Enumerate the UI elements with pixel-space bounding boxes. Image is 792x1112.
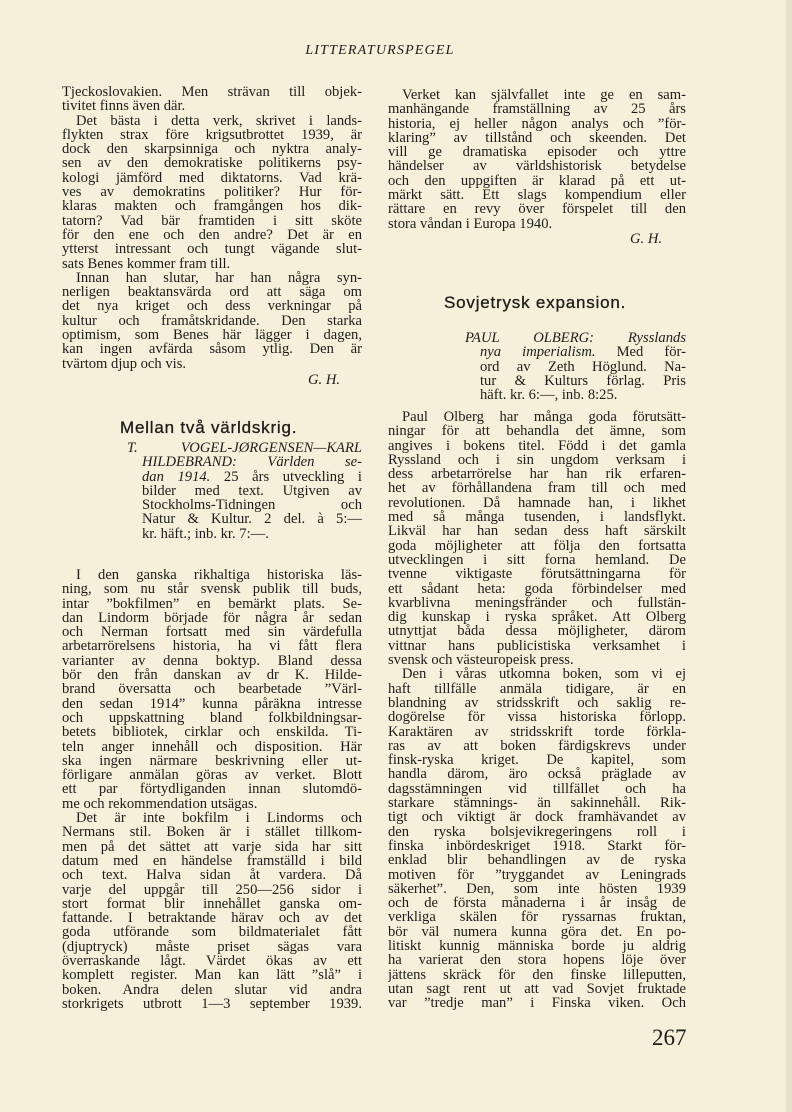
text-line: Karaktären av stridsskrift torde förkla-: [388, 724, 686, 739]
paragraph: [388, 88, 686, 231]
text-line: utan sagt rent ut att vad Sovjet fruktade: [388, 981, 686, 997]
text-line: angives i bokens titel. Född i det gamla: [388, 438, 686, 453]
citation-line: [127, 470, 362, 484]
citation-italic: T. VOGEL-JØRGENSEN—KARL: [127, 441, 362, 456]
text-line: I den ganska rikhaltiga historiska läs-: [76, 568, 362, 583]
text-line: litiskt kunnig människa borde ju aldrig: [388, 938, 686, 954]
page-number: 267: [652, 1025, 687, 1050]
text-line: intar ”bokfilmen” en bemärkt plats. Se-: [62, 596, 362, 611]
text-line: bör väl numera kunna göra det. En po-: [388, 924, 686, 939]
text-line: Verket kan självfallet inte ge en sam-: [402, 88, 686, 103]
citation-line: [465, 388, 686, 402]
text-line: det nya kriget och dess verkningar på: [62, 299, 362, 314]
text-line: varje del uppgår till 250—256 sidor i: [62, 882, 362, 897]
text-line: ett sådant heta: goda förbindelser med: [388, 581, 686, 596]
signature: G. H.: [630, 231, 663, 247]
citation-italic: PAUL OLBERG: Rysslands: [465, 331, 686, 346]
text-line: goda möjligheter att följa den fortsatta: [388, 538, 686, 553]
citation-text: ord av Zeth Höglund. Na-: [480, 359, 686, 374]
citation-line: [127, 527, 362, 541]
text-line: den sedan 1914” kunna påräkna intresse: [62, 696, 362, 711]
paragraph: [62, 811, 362, 1011]
text-line: Det är inte bokfilm i Lindorms och: [76, 811, 362, 826]
signature: G. H.: [308, 372, 341, 388]
right-top-text: [388, 88, 686, 231]
citation-text: Med för-: [595, 345, 686, 360]
citation-line: [127, 512, 362, 526]
citation-italic: HILDEBRAND: Världen se-: [142, 455, 362, 470]
text-line: tigt och viktigt är dock framhävandet av: [388, 810, 686, 825]
text-line: ves av demokratins politiker? Hur för-: [62, 185, 362, 200]
text-line: rättare en revy över förspelet till den: [388, 202, 686, 217]
text-line: utvecklingen i sitt forna hemland. De: [388, 552, 686, 568]
text-line: verkliga skälen för ryssarnas fruktan,: [388, 910, 686, 925]
citation-text: häft. kr. 6:—, inb. 8:25.: [480, 387, 618, 404]
text-line: enklad blir behandlingen av de ryska: [388, 853, 686, 868]
text-line: historia, ej heller någon analys och ”för-: [388, 116, 686, 131]
text-line: tivitet finns även där.: [62, 98, 186, 115]
right-review-body: [388, 410, 686, 1010]
paragraph: [62, 568, 362, 811]
text-line: revolutionen. Då hamnade han, i likhet: [388, 495, 686, 511]
text-line: utnyttjat båda dessa möjligheter, därom: [388, 624, 686, 639]
text-line: vittnar hans publicistiska verksamhet i: [388, 638, 686, 654]
text-line: motiven för ”tryggandet av Leningrads: [388, 867, 686, 882]
text-line: händelser av världshistorisk betydelse: [388, 159, 686, 174]
text-line: starkare stämnings- än sakinnehåll. Rik-: [388, 796, 686, 811]
text-line: tvenne viktigaste förutsättningarna för: [388, 567, 686, 582]
text-line: Det bästa i detta verk, skrivet i lands-: [76, 113, 362, 128]
text-line: svensk och västeuropeisk press.: [388, 652, 574, 669]
citation-line: [465, 360, 686, 374]
text-line: fattande. I betraktande härav och av det: [62, 911, 362, 926]
text-line: för den ene och den andre? Det är en: [62, 227, 362, 243]
text-line: nerligen beaktansvärda ord att säga om: [62, 285, 362, 300]
review-heading: Sovjetrysk expansion.: [444, 293, 627, 312]
text-line: och uppskattning bland folkbildningsar-: [62, 710, 362, 726]
text-line: ningar för att behandla det ämne, som: [388, 424, 686, 439]
text-line: och text. Halva sidan åt vardera. Då: [62, 868, 362, 883]
text-line: boken. Andra delen slutar vid andra: [62, 982, 362, 997]
text-line: betets bibliotek, cirklar och enskilda. Ti-: [62, 725, 362, 740]
citation-line: [127, 441, 362, 455]
citation-line: [127, 498, 362, 512]
citation-line: [465, 331, 686, 345]
text-line: Ryssland och i sin ungdom verksam i: [388, 452, 686, 468]
text-line: klaring” av tillstånd och skeenden. Det: [388, 130, 686, 146]
paragraph: [62, 271, 362, 371]
text-line: brand översatta och bearbetade ”Värl-: [62, 682, 362, 697]
citation-text: Stockholms-Tidningen och: [142, 498, 362, 513]
text-line: ning, som nu står svensk publik till buds,: [62, 582, 362, 597]
text-line: dagsstämningen vid tillfället och ha: [388, 781, 686, 797]
text-line: finsk-ryska kriget. De kapitel, som: [388, 753, 686, 768]
text-line: handla därom, äro också präglade av: [388, 767, 686, 782]
book-citation: [127, 441, 362, 541]
text-line: ytterst intressant och tungt vägande slut-: [62, 242, 362, 257]
text-line: stort format blir innehållet ganska om-: [62, 896, 362, 912]
text-line: Innan han slutar, har han några syn-: [76, 270, 362, 286]
text-line: haft tillfälle anmäla tidigare, är en: [388, 681, 686, 696]
paragraph: [62, 114, 362, 271]
text-line: me och rekommendation utsägas.: [62, 795, 258, 812]
citation-line: [465, 374, 686, 388]
paragraph: [62, 85, 362, 114]
text-line: (djuptryck) måste priset sägas vara: [62, 939, 362, 955]
text-line: stora våndan i Europa 1940.: [388, 215, 553, 232]
text-line: kvarblivna meningsfränder och fullstän-: [388, 595, 686, 611]
text-line: dess arbetarrörelse har han rik erfaren-: [388, 467, 686, 482]
text-line: goda utförande som bildmaterialet fått: [62, 925, 362, 940]
text-line: Nermans stil. Boken är i stället tillkom-: [62, 825, 362, 840]
citation-text: Natur & Kultur. 2 del. à 5:—: [142, 512, 362, 527]
text-line: storkrigets utbrott 1—3 september 1939.: [62, 996, 362, 1012]
text-line: tvärtom djup och vis.: [62, 355, 187, 372]
citation-line: [465, 345, 686, 359]
citation-italic: dan 1914.: [142, 469, 211, 484]
text-line: kologi jämförd med diktatorns. Vad krä-: [62, 170, 362, 186]
text-line: kultur och framåtskridande. Den starka: [62, 313, 362, 329]
text-line: Den i våras utkomna boken, som vi ej: [402, 667, 686, 682]
citation-line: [127, 455, 362, 469]
text-line: ett par förtydliganden innan slutomdö-: [62, 782, 362, 797]
paragraph: [388, 667, 686, 1010]
text-line: märkt sätt. Ett slags kompendium eller: [388, 188, 686, 203]
text-line: kan ingen avfärda såsom ytlig. Den är: [62, 342, 362, 357]
text-line: datum med en händelse framställd i bild: [62, 853, 362, 869]
left-review-body: [62, 568, 362, 1011]
text-line: men på det sättet att varje sida har sitt: [62, 839, 362, 854]
text-line: den ryska bolsjevikregeringens roll i: [388, 824, 686, 839]
text-line: klaras makten och framgången hos dik-: [62, 199, 362, 214]
citation-text: bilder med text. Utgiven av: [142, 483, 362, 499]
text-line: förligare anmälan göras av verket. Blott: [62, 768, 362, 783]
text-line: Likväl har han sedan dess haft särskilt: [388, 524, 686, 539]
text-line: Paul Olberg har många goda förutsätt-: [402, 410, 686, 425]
citation-text: kr. häft.; inb. kr. 7:—.: [142, 525, 269, 542]
text-line: och Nerman fortsatt med sin värdefulla: [62, 625, 362, 640]
text-line: dig kunskap i ryska språket. Att Olberg: [388, 610, 686, 625]
text-line: komplett register. Man kan lätt ”slå” i: [62, 968, 362, 983]
text-line: ras av att boken färdigskrevs under: [388, 738, 686, 754]
citation-text: tur & Kulturs förlag. Pris: [480, 373, 686, 389]
left-top-text: [62, 85, 362, 371]
text-line: vill ge dramatiska episoder och yttre: [388, 145, 686, 160]
review-heading: Mellan två världskrig.: [120, 418, 298, 437]
citation-italic: nya imperialism.: [480, 345, 596, 360]
text-line: överraskande lågt. Värdet ökas av ett: [62, 954, 362, 969]
text-line: var ”tredje man” i Finska viken. Och: [388, 996, 686, 1011]
text-line: sen av den demokratiske politikerns psy-: [62, 156, 362, 171]
page-edge: [786, 0, 792, 1112]
text-line: dock den skarpsinniga och nyktra analy-: [62, 142, 362, 157]
text-line: och den uppgiften är klarad på ett ut-: [388, 173, 686, 189]
text-line: optimism, som Benes här lägger i dagen,: [62, 328, 362, 343]
text-line: Tjeckoslovakien. Men strävan till objek-: [62, 85, 362, 100]
text-line: dan Lindorm började för några år sedan: [62, 610, 362, 626]
text-line: sats Benes kommer fram till.: [62, 255, 231, 272]
text-line: bör den från danskan av dr K. Hilde-: [62, 668, 362, 683]
text-line: dogörelse för vissa historiska förlopp.: [388, 710, 686, 725]
text-line: arbetarrörelsens historia, ha vi fått flera: [62, 639, 362, 654]
text-line: ha varierat den stora hopens löje över: [388, 953, 686, 968]
running-title: LITTERATURSPEGEL: [305, 43, 455, 58]
text-line: het av förhållandena fram till och med: [388, 481, 686, 496]
text-line: säkerhet”. Den, som inte hösten 1939: [388, 881, 686, 897]
text-line: flykten strax före krigsutbrottet 1939, är: [62, 127, 362, 143]
text-line: manhängande framställning av 25 års: [388, 102, 686, 117]
text-line: och de första månaderna i år insåg de: [388, 896, 686, 911]
text-line: blandning av stridsskrift och saklig re-: [388, 695, 686, 711]
text-line: teln anger innehåll och disposition. Här: [62, 739, 362, 754]
book-citation: [465, 331, 686, 402]
citation-line: [127, 484, 362, 498]
text-line: med så många tusenden, i landsflykt.: [388, 510, 686, 525]
text-line: finska inbördeskriget 1918. Starkt för-: [388, 838, 686, 854]
text-line: jättens skräck för den finske lilleputten,: [388, 967, 686, 982]
text-line: ska ingen närmare beskrivning eller ut-: [62, 753, 362, 769]
text-line: tatorn? Vad bär framtiden i sitt sköte: [62, 213, 362, 228]
text-line: varianter av denna boktyp. Bland dessa: [62, 653, 362, 669]
citation-text: 25 års utveckling i: [210, 469, 362, 484]
paragraph: [388, 410, 686, 667]
